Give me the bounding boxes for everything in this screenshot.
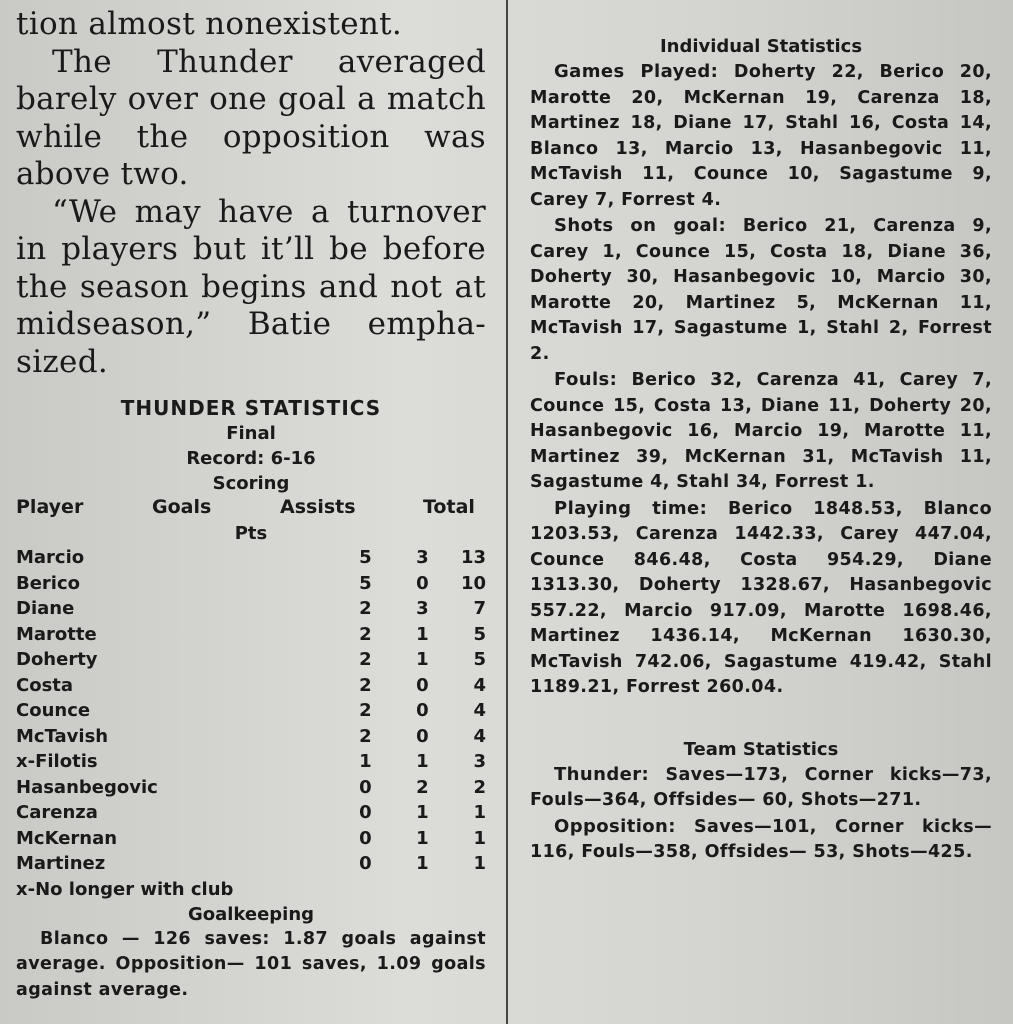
header-goals: Goals	[152, 496, 212, 518]
player-goals: 0	[359, 802, 372, 823]
table-row	[16, 724, 486, 750]
section-text: Berico 21, Carenza 9, Carey 1, Counce 15, Costa 18, Diane 36, Doherty 30, Hasanbegovic 10, Marcio 30, Marotte 20, Martinez 5, McKernan 11, McTavish 17, Sagastume 1, Stahl 2, Forrest 2.	[530, 216, 993, 364]
scoring-header-row	[16, 496, 486, 521]
player-total: 4	[473, 725, 486, 747]
player-name: Martinez	[16, 853, 106, 874]
player-assists: 1	[416, 853, 429, 874]
player-total: 2	[473, 776, 486, 798]
player-goals: 0	[359, 827, 372, 849]
table-row	[16, 647, 486, 673]
table-row	[16, 673, 486, 699]
table-row	[16, 698, 486, 724]
table-row	[16, 545, 486, 571]
column-rule	[506, 0, 508, 1024]
player-assists: 0	[416, 700, 429, 721]
player-assists: 0	[416, 725, 429, 747]
player-total: 13	[460, 547, 486, 568]
individual-stat-section	[530, 213, 992, 367]
player-goals: 2	[359, 700, 372, 721]
section-label: Games Played:	[554, 61, 719, 82]
player-assists: 1	[416, 802, 429, 823]
article-paragraph: The Thunder averaged barely over one goal a match while the opposition was above two.	[16, 43, 486, 192]
player-goals: 2	[359, 725, 372, 747]
right-column	[530, 12, 992, 866]
player-goals: 5	[359, 572, 372, 594]
player-name: Hasanbegovic	[16, 776, 158, 798]
player-total: 5	[473, 649, 486, 670]
table-row	[16, 622, 486, 648]
section-text: Doherty 22, Berico 20, Marotte 20, McKernan 19, Carenza 18, Martinez 18, Diane 17, Stahl 16, Costa 14, Blanco 13, Marcio 13, Hasanbegovic 11, McTavish 11, Counce 10, Sagastume 9, Carey 7, Forrest 4.	[530, 62, 992, 210]
player-goals: 1	[359, 751, 372, 772]
player-goals: 2	[359, 674, 372, 696]
scoring-table	[16, 545, 486, 877]
player-total: 10	[460, 572, 486, 594]
table-row	[16, 775, 486, 801]
player-assists: 0	[416, 674, 429, 696]
team-text: Saves—101, Corner kicks—116, Fouls—358, Offsides— 53, Shots—425.	[530, 816, 992, 862]
stats-title: THUNDER STATISTICS	[120, 396, 382, 420]
team-entries	[530, 762, 992, 866]
player-goals: 2	[359, 649, 372, 670]
table-row	[16, 851, 486, 877]
player-name: Counce	[16, 700, 91, 721]
header-total: Total	[423, 496, 475, 518]
goalkeeping-heading: Goalkeeping	[187, 903, 315, 925]
player-name: Berico	[16, 572, 81, 594]
team-stat-entry	[530, 814, 992, 866]
player-name: Diane	[16, 598, 75, 619]
individual-stat-section	[530, 59, 992, 213]
player-goals: 0	[359, 776, 372, 798]
table-row	[16, 596, 486, 622]
team-label: Thunder:	[554, 763, 650, 785]
header-assists: Assists	[280, 496, 356, 518]
player-assists: 0	[416, 572, 429, 594]
player-assists: 3	[416, 598, 429, 619]
player-name: Costa	[16, 674, 74, 696]
section-text: Berico 1848.53, Blanco 1203.53, Carenza 1442.33, Carey 447.04, Counce 846.48, Costa 954.29, Diane 1313.30, Doherty 1328.67, Hasanbegovic 557.22, Marcio 917.09, Marotte 1698.46, Martinez 1436.14, McKernan 1630.30, McTavish 742.06, Sagastume 419.42, Stahl 1189.21, Forrest 260.04.	[530, 498, 992, 697]
article-paragraph: “We may have a turnover in players but it’ll be before the season begins and not at midseason,” Batie empha- sized.	[16, 193, 486, 380]
individual-stat-section	[530, 367, 992, 496]
team-heading: Team Statistics	[683, 738, 839, 760]
section-label: Playing time:	[554, 497, 708, 519]
player-total: 4	[473, 700, 486, 721]
player-goals: 5	[359, 547, 372, 568]
player-assists: 1	[416, 623, 429, 645]
header-player: Player	[16, 496, 84, 518]
article-body	[16, 6, 486, 381]
player-name: McKernan	[16, 827, 118, 849]
player-total: 5	[473, 623, 486, 645]
team-text: Saves—173, Corner kicks—73, Fouls—364, Offsides— 60, Shots—271.	[530, 764, 992, 810]
player-total: 4	[473, 674, 486, 696]
player-goals: 0	[359, 853, 372, 874]
player-total: 1	[473, 802, 486, 823]
table-row	[16, 571, 486, 597]
player-goals: 2	[359, 623, 372, 645]
player-name: Marcio	[16, 547, 85, 568]
player-total: 7	[473, 598, 486, 619]
stats-final: Final	[226, 423, 276, 444]
individual-heading: Individual Statistics	[659, 36, 863, 57]
player-assists: 2	[416, 776, 429, 798]
player-name: Carenza	[16, 802, 98, 823]
player-assists: 1	[416, 649, 429, 670]
table-row	[16, 826, 486, 852]
player-name: x-Filotis	[16, 751, 98, 772]
table-row	[16, 800, 486, 826]
player-total: 3	[473, 751, 486, 772]
individual-stat-section	[530, 496, 992, 701]
scoring-heading: Scoring	[212, 473, 290, 494]
player-goals: 2	[359, 598, 372, 619]
team-stat-entry	[530, 762, 992, 814]
section-text: Berico 32, Carenza 41, Carey 7, Counce 15, Costa 13, Diane 11, Doherty 20, Hasanbegovic 16, Marcio 19, Marotte 11, Martinez 39, McKernan 31, McTavish 11, Sagastume 4, Stahl 34, Forrest 1.	[530, 370, 992, 492]
individual-sections	[530, 59, 992, 701]
player-assists: 3	[416, 547, 429, 568]
section-label: Shots on goal:	[554, 215, 727, 236]
player-assists: 1	[416, 827, 429, 849]
goalkeeping-text: Blanco — 126 saves: 1.87 goals against average. Opposition— 101 saves, 1.09 goals against average.	[16, 928, 486, 1000]
player-name: McTavish	[16, 725, 109, 747]
player-assists: 1	[416, 751, 429, 772]
table-row	[16, 749, 486, 775]
player-name: Marotte	[16, 623, 97, 645]
stats-record: Record: 6-16	[186, 448, 316, 469]
header-pts: Pts	[234, 523, 268, 544]
footnote: x-No longer with club	[16, 878, 234, 900]
player-name: Doherty	[16, 649, 98, 670]
team-label: Opposition:	[554, 815, 676, 837]
player-total: 1	[473, 853, 486, 874]
section-label: Fouls:	[554, 369, 618, 390]
article-paragraph: tion almost nonexistent.	[16, 6, 403, 42]
left-column	[16, 0, 486, 1000]
player-total: 1	[473, 827, 486, 849]
